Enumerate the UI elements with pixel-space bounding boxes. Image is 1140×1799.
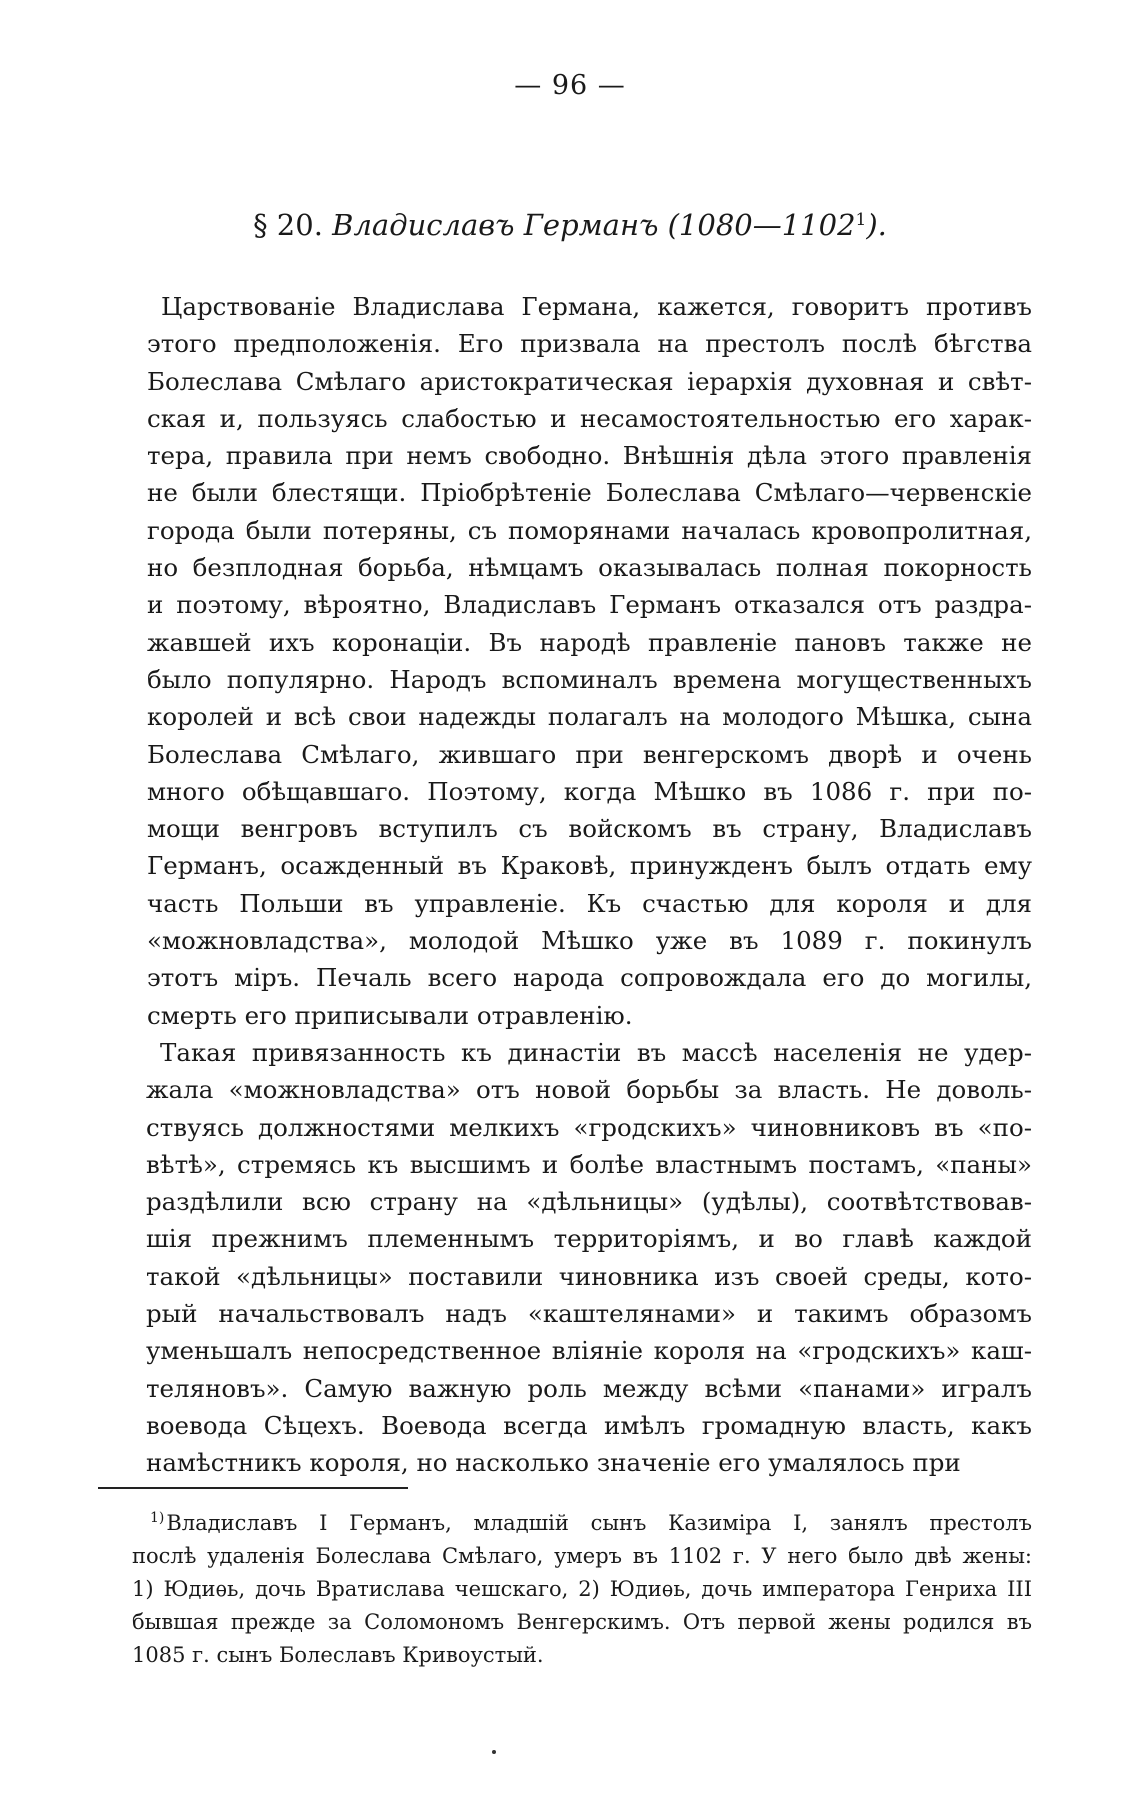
text-line: города были потеряны, съ поморянами началась кровопролитная, [147, 515, 1032, 545]
text-line: шія прежнимъ племеннымъ территоріямъ, и во главѣ каждой [146, 1224, 1032, 1254]
body-text [132, 288, 1032, 1482]
text-line: теляновъ». Самую важную роль между всѣми «панами» игралъ [146, 1373, 1032, 1403]
footnote-divider [98, 1487, 408, 1489]
text-line: воевода Сѣцехъ. Воевода всегда имѣлъ громадную власть, какъ [146, 1410, 1032, 1440]
text-line: жала «можновладства» отъ новой борьбы за власть. Не доволь- [146, 1075, 1032, 1105]
footnote-line [132, 1502, 1032, 1540]
text-line: Германъ, осажденный въ Краковѣ, принужденъ былъ отдать ему [147, 851, 1032, 881]
print-speck [492, 1750, 496, 1754]
text-line: ствуясь должностями мелкихъ «гродскихъ» чиновниковъ въ «по- [146, 1112, 1032, 1142]
text-line: намѣстникъ короля, но насколько значеніе его умалялось при [146, 1448, 961, 1478]
text-line: было популярно. Народъ вспоминалъ времена могущественныхъ [147, 664, 1032, 694]
section-title: Владиславъ Германъ (1080—1102 [332, 208, 856, 242]
footnote-reference[interactable]: 1 [855, 210, 867, 230]
text-line: Такая привязанность къ династіи въ массѣ населенія не удер- [160, 1037, 1032, 1067]
section-symbol: § 20. [253, 208, 323, 242]
text-line: тера, правила при немъ свободно. Внѣшнія дѣла этого правленія [147, 441, 1032, 471]
text-line: этотъ міръ. Печаль всего народа сопровождала его до могилы, [147, 963, 1032, 993]
footnote-line: послѣ удаленія Болеслава Смѣлаго, умеръ въ 1102 г. У него было двѣ жены: [132, 1544, 1032, 1568]
text-line: мощи венгровъ вступилъ съ войскомъ въ страну, Владиславъ [147, 814, 1032, 844]
footnote-marker: 1) [150, 1510, 165, 1526]
text-line: Болеслава Смѣлаго, жившаго при венгерскомъ дворѣ и очень [147, 739, 1032, 769]
footnote-line: 1085 г. сынъ Болеславъ Кривоустый. [132, 1643, 544, 1667]
footnote-text: Владиславъ I Германъ, младшій сынъ Казиміра I, занялъ престолъ [166, 1511, 1032, 1535]
text-line: рый начальствовалъ надъ «каштелянами» и такимъ образомъ [146, 1299, 1032, 1329]
footnote-line: бывшая прежде за Соломономъ Венгерскимъ. Отъ первой жены родился въ [132, 1610, 1032, 1634]
text-line: не были блестящи. Пріобрѣтеніе Болеслава Смѣлаго—червенскіе [147, 478, 1032, 508]
text-line: часть Польши въ управленіе. Къ счастью для короля и для [147, 888, 1032, 918]
section-heading [0, 208, 1140, 242]
text-line: уменьшалъ непосредственное вліяніе короля на «гродскихъ» каш- [146, 1336, 1032, 1366]
text-line: но безплодная борьба, нѣмцамъ оказывалась полная покорность [147, 553, 1032, 583]
text-line: этого предположенія. Его призвала на престолъ послѣ бѣгства [147, 329, 1032, 359]
paragraph-1 [132, 288, 1032, 1034]
text-line: много обѣщавшаго. Поэтому, когда Мѣшко въ 1086 г. при по- [147, 776, 1032, 806]
text-line: вѣтѣ», стремясь къ высшимъ и болѣе властнымъ постамъ, «паны» [146, 1149, 1032, 1179]
text-line: Царствованіе Владислава Германа, кажется, говоритъ противъ [161, 292, 1032, 321]
footnote [132, 1502, 1032, 1672]
text-line: смерть его приписывали отравленію. [147, 1000, 633, 1030]
paragraph-2 [132, 1034, 1032, 1482]
text-line: такой «дѣльницы» поставили чиновника изъ своей среды, кото- [146, 1261, 1032, 1291]
section-title-close: ). [866, 208, 887, 242]
text-line: раздѣлили всю страну на «дѣльницы» (удѣлы), соотвѣтствовав- [146, 1187, 1032, 1217]
text-line: и поэтому, вѣроятно, Владиславъ Германъ отказался отъ раздра- [147, 590, 1032, 620]
page-number: — 96 — [514, 70, 626, 101]
footnote-line: 1) Юдиѳь, дочь Вратислава чешскаго, 2) Юдиѳь, дочь императора Генриха III [132, 1577, 1032, 1601]
text-line: «можновладства», молодой Мѣшко уже въ 1089 г. покинулъ [147, 926, 1032, 956]
text-line: ская и, пользуясь слабостью и несамостоятельностью его харак- [147, 403, 1032, 433]
text-line: жавшей ихъ коронаціи. Въ народѣ правленіе пановъ также не [147, 627, 1032, 657]
text-line: Болеслава Смѣлаго аристократическая іерархія духовная и свѣт- [147, 366, 1032, 396]
text-line: королей и всѣ свои надежды полагалъ на молодого Мѣшка, сына [147, 702, 1032, 732]
